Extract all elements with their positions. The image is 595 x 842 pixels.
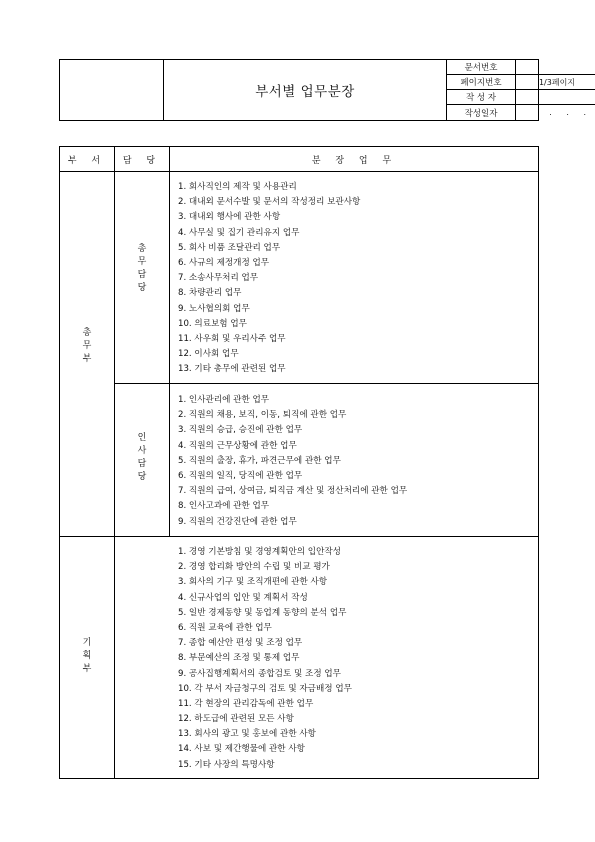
duty-item: 2. 경영 합리화 방안의 수립 및 비교 평가 xyxy=(178,562,330,573)
duty-item: 11. 각 현장의 관리감독에 관한 업무 xyxy=(178,698,314,709)
meta-value: . . . xyxy=(549,108,592,117)
label-char: 당 xyxy=(137,283,147,293)
label-char: 당 xyxy=(137,472,147,482)
column-header-owner: 담 당 xyxy=(122,155,162,166)
team-label xyxy=(135,243,149,295)
duty-item: 12. 이사회 업무 xyxy=(178,349,239,360)
divider xyxy=(114,147,115,778)
duty-item: 9. 노사협의회 업무 xyxy=(178,303,250,314)
department-label xyxy=(80,637,94,676)
duty-item: 8. 차량관리 업무 xyxy=(178,288,242,299)
divider xyxy=(60,536,538,537)
duty-item: 3. 직원의 승급, 승진에 관한 업무 xyxy=(178,425,303,436)
meta-label: 페이지번호 xyxy=(446,75,516,89)
duty-item: 6. 사규의 제정개정 업무 xyxy=(178,257,270,268)
duty-item: 10. 각 부서 자금청구의 검토 및 자금배정 업무 xyxy=(178,683,352,694)
duty-item: 4. 신규사업의 입안 및 계획서 작성 xyxy=(178,592,308,603)
label-char: 총 xyxy=(137,244,147,254)
duty-item: 1. 회사직인의 제작 및 사용관리 xyxy=(178,182,297,192)
duty-item: 7. 종합 예산안 편성 및 조정 업무 xyxy=(178,638,303,649)
meta-values xyxy=(516,60,595,120)
duty-item: 4. 사무실 및 집기 관리유지 업무 xyxy=(178,227,300,238)
duty-item: 2. 직원의 채용, 보직, 이동, 퇴직에 관한 업무 xyxy=(178,410,347,421)
duty-item: 5. 일반 경제동향 및 동업계 동향의 분석 업무 xyxy=(178,607,347,618)
label-char: 담 xyxy=(137,270,147,280)
duty-item: 3. 대내외 행사에 관한 사항 xyxy=(178,212,281,223)
duty-item: 14. 사보 및 제간행물에 관한 사항 xyxy=(178,744,305,755)
duty-item: 5. 회사 비품 조달관리 업무 xyxy=(178,242,281,253)
label-char: 기 xyxy=(82,638,92,648)
logo-cell xyxy=(60,60,164,120)
duty-item: 6. 직원의 일직, 당직에 관한 업무 xyxy=(178,470,303,481)
label-char: 담 xyxy=(137,459,147,469)
duty-item: 15. 기타 사장의 특명사항 xyxy=(178,759,275,770)
label-char: 사 xyxy=(137,446,147,456)
duty-item: 8. 부문예산의 조정 및 통제 업무 xyxy=(178,653,300,664)
meta-value xyxy=(516,60,595,75)
column-header-duties: 분 장 업 무 xyxy=(311,155,398,166)
duty-item: 8. 인사고과에 관한 업무 xyxy=(178,501,270,512)
duty-item: 4. 직원의 근무상황에 관한 업무 xyxy=(178,440,297,451)
document-title: 부서별 업무분장 xyxy=(255,84,355,100)
meta-value: 1/3페이지 xyxy=(516,75,595,90)
label-char: 무 xyxy=(137,257,147,267)
divider xyxy=(169,147,170,536)
duty-list xyxy=(178,545,352,773)
label-char: 무 xyxy=(82,341,92,351)
duty-item: 11. 사우회 및 우리사주 업무 xyxy=(178,333,286,344)
label-char: 총 xyxy=(82,328,92,338)
duty-table xyxy=(59,146,539,779)
duty-list xyxy=(178,393,407,530)
meta-value xyxy=(516,90,595,105)
department-label xyxy=(80,327,94,366)
duty-item: 13. 회사의 광고 및 홍보에 관한 사항 xyxy=(178,729,316,740)
label-char: 인 xyxy=(137,433,147,443)
duty-item: 5. 직원의 출장, 휴가, 파견근무에 관한 업무 xyxy=(178,455,341,466)
duty-item: 6. 직원 교육에 관한 업무 xyxy=(178,622,272,633)
label-char: 부 xyxy=(82,354,92,364)
document-header xyxy=(59,59,592,121)
duty-item: 1. 경영 기본방침 및 경영계획안의 입안작성 xyxy=(178,547,341,557)
meta-label: 작 성 자 xyxy=(446,90,516,104)
duty-item: 13. 기타 총무에 관련된 업무 xyxy=(178,364,286,375)
meta-label: 작성일자 xyxy=(446,105,516,120)
divider xyxy=(60,171,538,172)
column-header-department: 부 서 xyxy=(67,155,107,166)
duty-item: 2. 대내외 문서수발 및 문서의 작성정리 보관사항 xyxy=(178,197,361,208)
team-label xyxy=(135,432,149,484)
divider xyxy=(114,383,539,384)
label-char: 획 xyxy=(82,651,92,661)
meta-label: 문서번호 xyxy=(446,60,516,74)
duty-item: 12. 하도급에 관련된 모든 사항 xyxy=(178,714,294,725)
duty-item: 1. 인사관리에 관한 업무 xyxy=(178,395,270,405)
duty-item: 9. 공사집행계획서의 종합검토 및 조정 업무 xyxy=(178,668,341,679)
duty-item: 7. 직원의 급여, 상여금, 퇴직금 계산 및 정산처리에 관한 업무 xyxy=(178,486,408,497)
duty-item: 10. 의료보험 업무 xyxy=(178,318,247,329)
label-char: 부 xyxy=(82,664,92,674)
duty-item: 3. 회사의 기구 및 조직개편에 관한 사항 xyxy=(178,577,328,588)
duty-item: 7. 소송사무처리 업무 xyxy=(178,273,259,284)
duty-list xyxy=(178,180,360,377)
duty-item: 9. 직원의 건강진단에 관한 업무 xyxy=(178,516,297,527)
